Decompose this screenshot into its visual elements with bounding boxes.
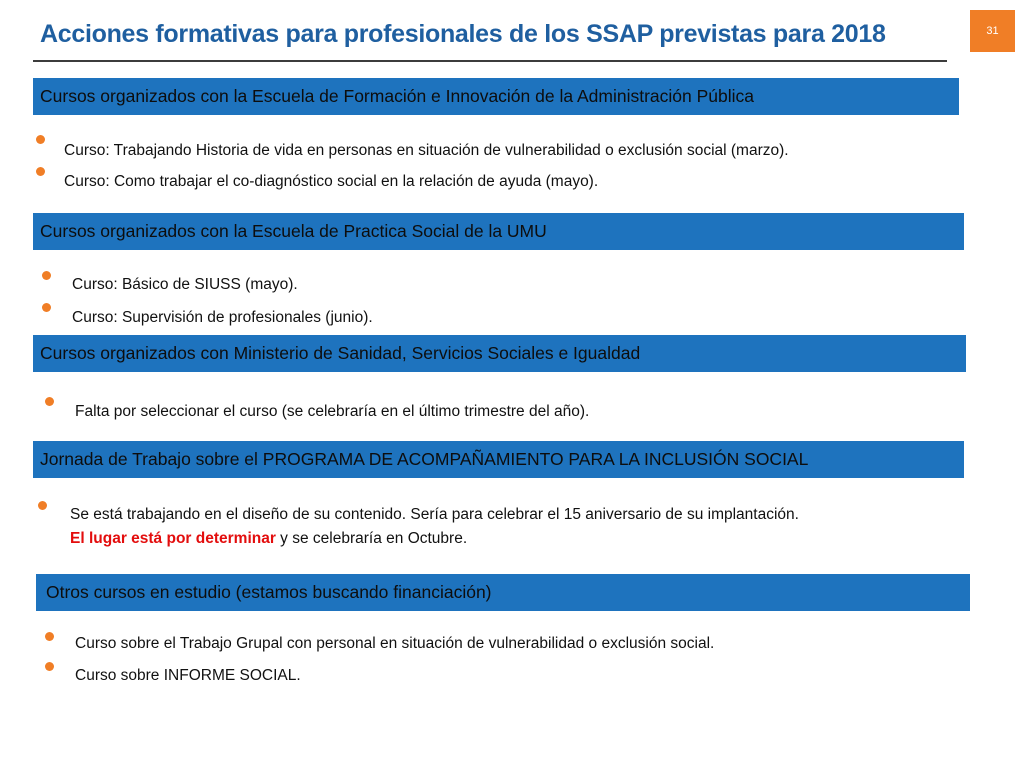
list-item: Se está trabajando en el diseño de su contenido. Sería para celebrar el 15 aniversario de su implantación. [70,506,799,523]
list-item: Curso: Básico de SIUSS (mayo). [72,276,298,293]
section-heading-otros: Otros cursos en estudio (estamos buscando financiación) [36,574,970,611]
bullet-icon [42,271,51,280]
list-item: Curso: Trabajando Historia de vida en personas en situación de vulnerabilidad o exclusión social (marzo). [64,142,789,159]
bullet-icon [36,167,45,176]
bullet-icon [42,303,51,312]
title-divider [33,60,947,62]
list-item: Curso: Como trabajar el co-diagnóstico social en la relación de ayuda (mayo). [64,173,599,190]
page-number-badge: 31 [970,10,1015,52]
list-item-note [70,529,467,549]
bullet-icon [45,662,54,671]
section-heading-efiap: Cursos organizados con la Escuela de Formación e Innovación de la Administración Pública [33,78,959,115]
bullet-icon [45,397,54,406]
list-item: Curso: Supervisión de profesionales (junio). [72,309,373,326]
bullet-icon [36,135,45,144]
list-item: Falta por seleccionar el curso (se celebraría en el último trimestre del año). [75,403,590,420]
bullet-icon [38,501,47,510]
bullet-icon [45,632,54,641]
section-heading-ministerio: Cursos organizados con Ministerio de Sanidad, Servicios Sociales e Igualdad [33,335,966,372]
section-heading-jornada: Jornada de Trabajo sobre el PROGRAMA DE ACOMPAÑAMIENTO PARA LA INCLUSIÓN SOCIAL [33,441,964,478]
section-heading-umu: Cursos organizados con la Escuela de Practica Social de la UMU [33,213,964,250]
note-text: y se celebraría en Octubre. [275,530,468,547]
slide-title: Acciones formativas para profesionales de los SSAP previstas para 2018 [40,20,886,48]
highlight-text: El lugar está por determinar [70,530,276,547]
list-item: Curso sobre el Trabajo Grupal con personal en situación de vulnerabilidad o exclusión social. [75,635,715,652]
list-item: Curso sobre INFORME SOCIAL. [75,667,301,684]
